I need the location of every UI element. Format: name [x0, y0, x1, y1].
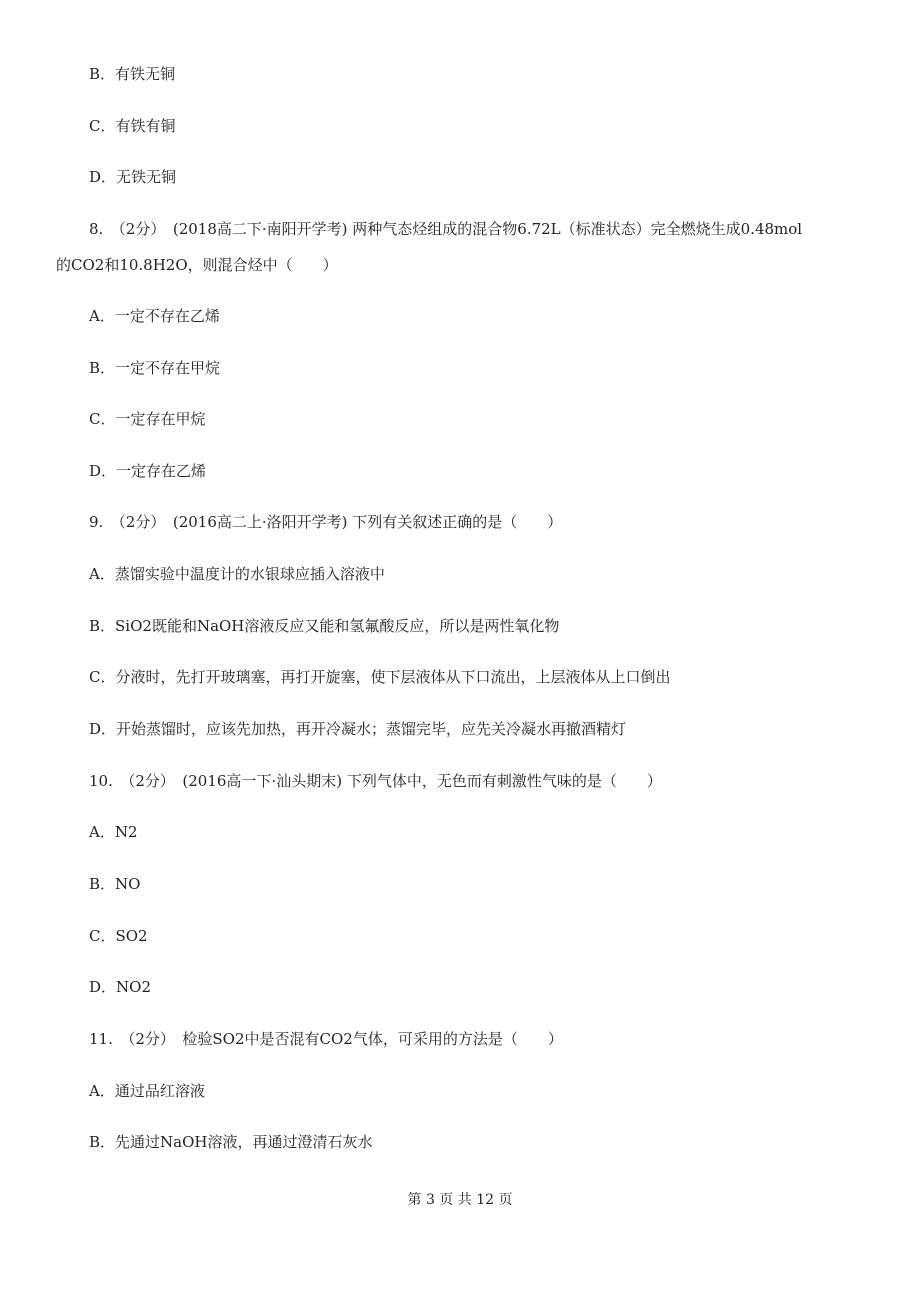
option-label: D．	[89, 720, 117, 738]
option-label: A．	[89, 307, 115, 325]
option-label: A．	[89, 565, 115, 583]
q9-option-c	[89, 667, 671, 687]
option-label: B．	[89, 875, 116, 893]
option-text: N2	[114, 823, 138, 841]
option-text: NO	[115, 875, 141, 893]
option-label: C．	[89, 117, 116, 135]
option-label: D．	[89, 168, 117, 186]
q10-stem: 10. （2分） (2016高一下·汕头期末) 下列气体中，无色而有刺激性气味的是（ ）	[89, 772, 662, 790]
option-label: D．	[89, 978, 117, 996]
q8-option-a	[89, 306, 220, 326]
option-text: 蒸馏实验中温度计的水银球应插入溶液中	[114, 565, 385, 583]
option-text: 无铁无铜	[116, 168, 177, 186]
q8-option-d	[89, 461, 206, 481]
option-text: 一定存在甲烷	[115, 410, 206, 428]
option-text: 有铁有铜	[115, 117, 176, 135]
q9-option-d	[89, 719, 626, 739]
option-text: SO2	[115, 927, 148, 945]
q8-stem-line2: 的CO2和10.8H2O，则混合烃中（ ）	[56, 256, 338, 274]
option-label: A．	[89, 823, 115, 841]
option-label: D．	[89, 462, 117, 480]
option-label: A．	[89, 1082, 115, 1100]
option-text: 分液时，先打开玻璃塞，再打开旋塞，使下层液体从下口流出，上层液体从上口倒出	[115, 668, 671, 686]
q7-option-b	[89, 64, 175, 84]
option-label: C．	[89, 668, 116, 686]
option-text: 一定不存在乙烯	[114, 307, 220, 325]
q9-option-a	[89, 564, 385, 584]
q10-option-d	[89, 977, 151, 997]
option-text: 开始蒸馏时，应该先加热，再开冷凝水；蒸馏完毕，应先关冷凝水再撤酒精灯	[116, 720, 627, 738]
q9-option-b	[89, 616, 559, 636]
q10-option-b	[89, 874, 140, 894]
option-text: NO2	[116, 978, 151, 996]
option-label: B．	[89, 359, 116, 377]
option-label: B．	[89, 617, 116, 635]
q7-option-c	[89, 116, 176, 136]
option-text: 先通过NaOH溶液，再通过澄清石灰水	[115, 1133, 373, 1151]
option-label: C．	[89, 927, 116, 945]
q11-option-b	[89, 1132, 372, 1152]
option-text: 有铁无铜	[115, 65, 176, 83]
q8-option-c	[89, 409, 206, 429]
q10-option-a	[89, 822, 138, 842]
option-label: C．	[89, 410, 116, 428]
q10-option-c	[89, 926, 148, 946]
option-text: 一定不存在甲烷	[115, 359, 221, 377]
page-footer: 第 3 页 共 12 页	[407, 1192, 513, 1208]
q7-option-d	[89, 167, 176, 187]
option-text: 通过品红溶液	[114, 1082, 205, 1100]
q11-stem: 11. （2分） 检验SO2中是否混有CO2气体，可采用的方法是（ ）	[89, 1030, 563, 1048]
option-text: SiO2既能和NaOH溶液反应又能和氢氟酸反应，所以是两性氧化物	[115, 617, 560, 635]
q9-stem: 9. （2分） (2016高二上·洛阳开学考) 下列有关叙述正确的是（ ）	[89, 513, 563, 531]
option-label: B．	[89, 65, 116, 83]
q8-option-b	[89, 358, 220, 378]
option-text: 一定存在乙烯	[116, 462, 207, 480]
q8-stem-line1: 8. （2分） (2018高二下·南阳开学考) 两种气态烃组成的混合物6.72L（标准状态）完全燃烧生成0.48mol	[89, 220, 803, 238]
q11-option-a	[89, 1081, 205, 1101]
option-label: B．	[89, 1133, 116, 1151]
